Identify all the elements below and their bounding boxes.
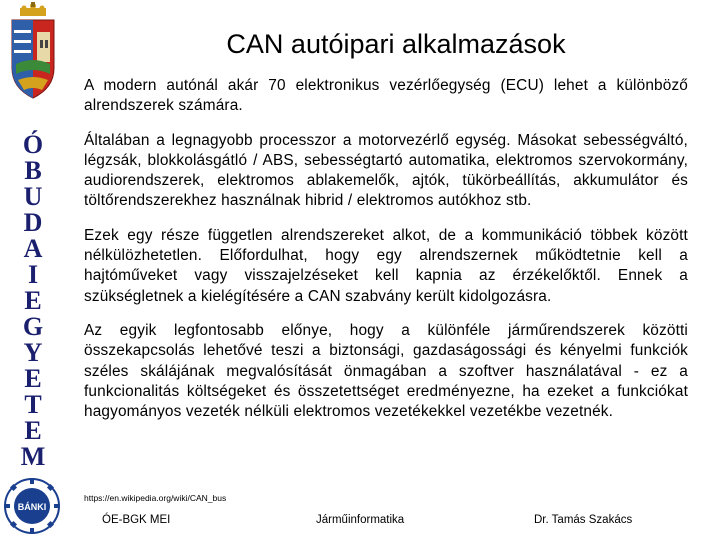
vertical-letter: U bbox=[23, 182, 43, 211]
vertical-letter: A bbox=[23, 234, 43, 263]
vertical-letter: Y bbox=[23, 338, 43, 367]
vertical-letter: I bbox=[27, 260, 39, 289]
logo-text: BÁNKI bbox=[17, 502, 47, 512]
vertical-letter: T bbox=[24, 390, 42, 419]
source-link[interactable]: https://en.wikipedia.org/wiki/CAN_bus bbox=[84, 493, 227, 503]
university-crest-icon bbox=[4, 2, 62, 114]
vertical-university-name bbox=[10, 130, 56, 471]
vertical-letter: B bbox=[24, 156, 42, 185]
vertical-letter: M bbox=[20, 442, 46, 471]
vertical-letter: D bbox=[23, 208, 43, 237]
paragraph: Az egyik legfontosabb előnye, hogy a különféle járműrendszerek közötti összekapcsolás lehetővé teszi a biztonsági, gazdaságossági és kényelmi funkciók széles skálájának megvalósítását önmagában a szoftver használatával - ez a funkcionalitás költségeket és összetettséget eredményezne, ha ezeket a funkciókat hagyományos vezeték nélküli elektromos vezetékekkel vezetékbe vezetnék. bbox=[84, 321, 688, 421]
footer-author: Dr. Tamás Szakács bbox=[534, 514, 633, 526]
vertical-letter: G bbox=[22, 312, 44, 341]
banki-logo-icon bbox=[2, 476, 62, 536]
footer-course: Járműinformatika bbox=[316, 514, 405, 526]
vertical-letter: E bbox=[24, 286, 42, 315]
footer-institution: ÓE-BGK MEI bbox=[102, 514, 171, 526]
paragraph: Általában a legnagyobb processzor a motorvezérlő egység. Másokat sebességváltó, légzsák, blokkolásgátló / ABS, sebességtartó automatika, elektromos szervokormány, audiorendszerek, elektromos ablakemelők, ajtók, tükörbeállítás, akkumulátor és töltőrendszerekhez használnak hibrid / elektromos autókhoz stb. bbox=[84, 131, 688, 210]
content-body bbox=[84, 76, 688, 436]
sidebar bbox=[0, 0, 72, 540]
paragraph: Ezek egy része független alrendszereket alkot, de a kommunikáció többek között nélkülözhetetlen. Előfordulhat, hogy egy alrendszernek működtetnie kell a hajtóműveket vagy visszajelzéseket kell kapnia az érzékelőktől. Ennek a szükségletnek a kielégítésére a CAN szabvány került kidolgozásra. bbox=[84, 226, 688, 305]
vertical-letter: E bbox=[24, 416, 42, 445]
paragraph: A modern autónál akár 70 elektronikus vezérlőegység (ECU) lehet a különböző alrendszerek számára. bbox=[84, 77, 688, 115]
vertical-letter: Ó bbox=[22, 130, 44, 159]
page-title: CAN autóipari alkalmazások bbox=[226, 29, 566, 59]
vertical-letter: E bbox=[24, 364, 42, 393]
